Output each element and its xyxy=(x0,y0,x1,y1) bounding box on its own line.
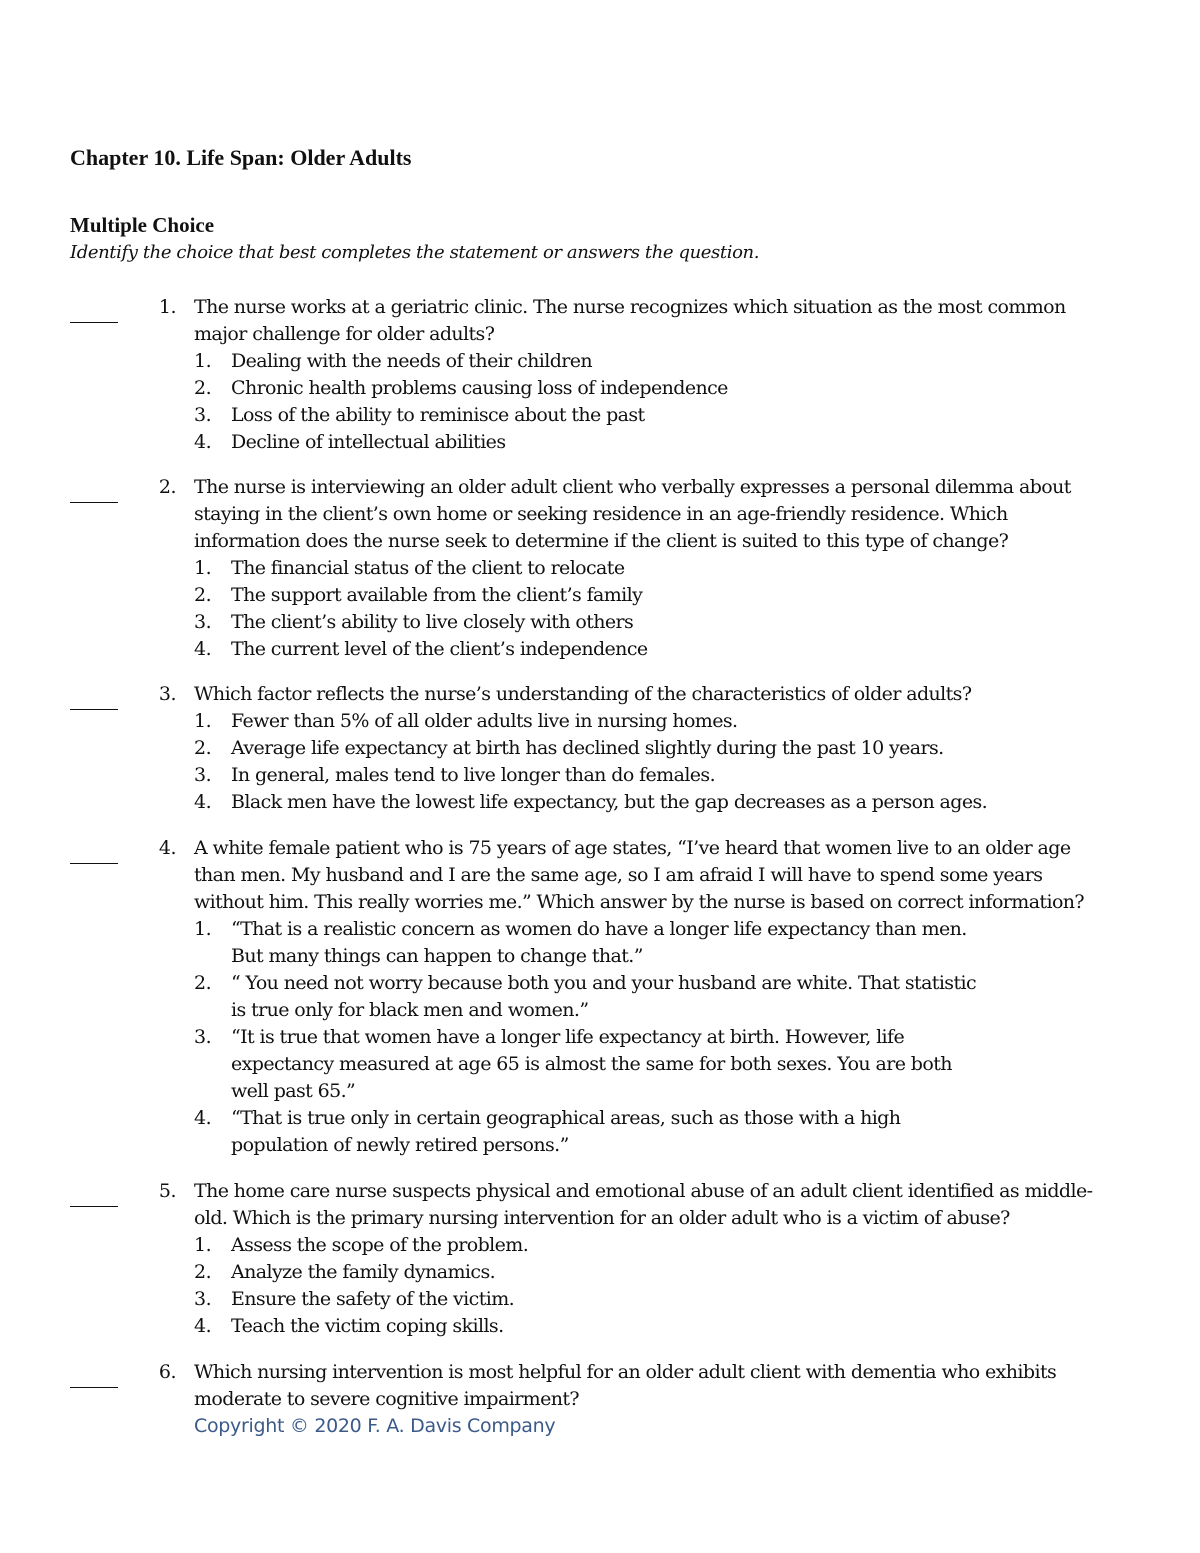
answer-blank[interactable] xyxy=(70,1365,118,1388)
option-number: 1. xyxy=(194,1234,212,1256)
option-number: 3. xyxy=(194,404,212,426)
question-number: 3. xyxy=(158,683,176,705)
option-number: 1. xyxy=(194,710,212,732)
option-number: 4. xyxy=(194,638,212,660)
question-stem: A white female patient who is 75 years of age states, “I’ve heard that women live to an older age than men. My husband and I are the same age, so I am afraid I will have to spend some years without him. This really worries me.” Which answer by the nurse is based on correct information? xyxy=(194,837,1085,913)
option-number: 2. xyxy=(194,737,212,759)
option-number: 3. xyxy=(194,611,212,633)
option-text: Average life expectancy at birth has declined slightly during the past 10 years. xyxy=(231,737,944,759)
option-text: Ensure the safety of the victim. xyxy=(231,1288,515,1310)
question-stem: Which factor reflects the nurse’s understanding of the characteristics of older adults? xyxy=(194,683,972,705)
chapter-title: Chapter 10. Life Span: Older Adults xyxy=(70,145,412,170)
question-number: 1. xyxy=(158,296,176,318)
option-number: 3. xyxy=(194,1026,212,1048)
option-text: Decline of intellectual abilities xyxy=(231,431,506,453)
option-number: 2. xyxy=(194,584,212,606)
option-number: 4. xyxy=(194,791,212,813)
instructions: Identify the choice that best completes the statement or answers the question. xyxy=(70,242,760,263)
option-text: The support available from the client’s family xyxy=(231,584,643,606)
option-number: 2. xyxy=(194,1261,212,1283)
answer-blank[interactable] xyxy=(70,480,118,503)
option-text: Teach the victim coping skills. xyxy=(231,1315,504,1337)
option-number: 4. xyxy=(194,1315,212,1337)
option-number: 1. xyxy=(194,350,212,372)
option-number: 4. xyxy=(194,1107,212,1129)
option-text: The financial status of the client to relocate xyxy=(231,557,625,579)
answer-blank[interactable] xyxy=(70,687,118,710)
option-text: The current level of the client’s independence xyxy=(231,638,648,660)
option-number: 3. xyxy=(194,1288,212,1310)
question-stem: Which nursing intervention is most helpful for an older adult client with dementia who exhibits moderate to severe cognitive impairment? xyxy=(194,1361,1057,1410)
option-number: 1. xyxy=(194,918,212,940)
option-text: Loss of the ability to reminisce about the past xyxy=(231,404,645,426)
question-stem: The nurse is interviewing an older adult client who verbally expresses a personal dilemma about staying in the client’s own home or seeking residence in an age-friendly residence. Which information does the nurse seek to determine if the client is suited to this type of change? xyxy=(194,476,1071,552)
copyright-footer: Copyright © 2020 F. A. Davis Company xyxy=(194,1415,556,1437)
question-stem: The home care nurse suspects physical and emotional abuse of an adult client identified as middle- old. Which is the primary nursing intervention for an older adult who is a victim of abuse? xyxy=(194,1180,1093,1229)
answer-blank[interactable] xyxy=(70,300,118,323)
option-text: “That is true only in certain geographical areas, such as those with a high population of newly retired persons.” xyxy=(231,1107,901,1156)
question-number: 2. xyxy=(158,476,176,498)
option-number: 2. xyxy=(194,377,212,399)
option-text: “That is a realistic concern as women do have a longer life expectancy than men. But many things can happen to change that.” xyxy=(231,918,967,967)
option-number: 1. xyxy=(194,557,212,579)
option-text: Black men have the lowest life expectancy, but the gap decreases as a person ages. xyxy=(231,791,988,813)
option-text: Analyze the family dynamics. xyxy=(231,1261,496,1283)
option-text: Chronic health problems causing loss of independence xyxy=(231,377,728,399)
question-stem: The nurse works at a geriatric clinic. The nurse recognizes which situation as the most common major challenge for older adults? xyxy=(194,296,1066,345)
answer-blank[interactable] xyxy=(70,1184,118,1207)
option-number: 3. xyxy=(194,764,212,786)
option-number: 2. xyxy=(194,972,212,994)
answer-blank[interactable] xyxy=(70,841,118,864)
question-number: 4. xyxy=(158,837,176,859)
option-text: “ You need not worry because both you and your husband are white. That statistic is true only for black men and women.” xyxy=(231,972,977,1021)
option-text: Fewer than 5% of all older adults live in nursing homes. xyxy=(231,710,738,732)
section-title: Multiple Choice xyxy=(70,213,215,237)
option-text: Dealing with the needs of their children xyxy=(231,350,593,372)
option-number: 4. xyxy=(194,431,212,453)
option-text: “It is true that women have a longer life expectancy at birth. However, life expectancy measured at age 65 is almost the same for both sexes. You are both well past 65.” xyxy=(231,1026,952,1102)
option-text: In general, males tend to live longer than do females. xyxy=(231,764,716,786)
option-text: Assess the scope of the problem. xyxy=(231,1234,529,1256)
question-number: 5. xyxy=(158,1180,176,1202)
question-number: 6. xyxy=(158,1361,176,1383)
option-text: The client’s ability to live closely with others xyxy=(231,611,634,633)
